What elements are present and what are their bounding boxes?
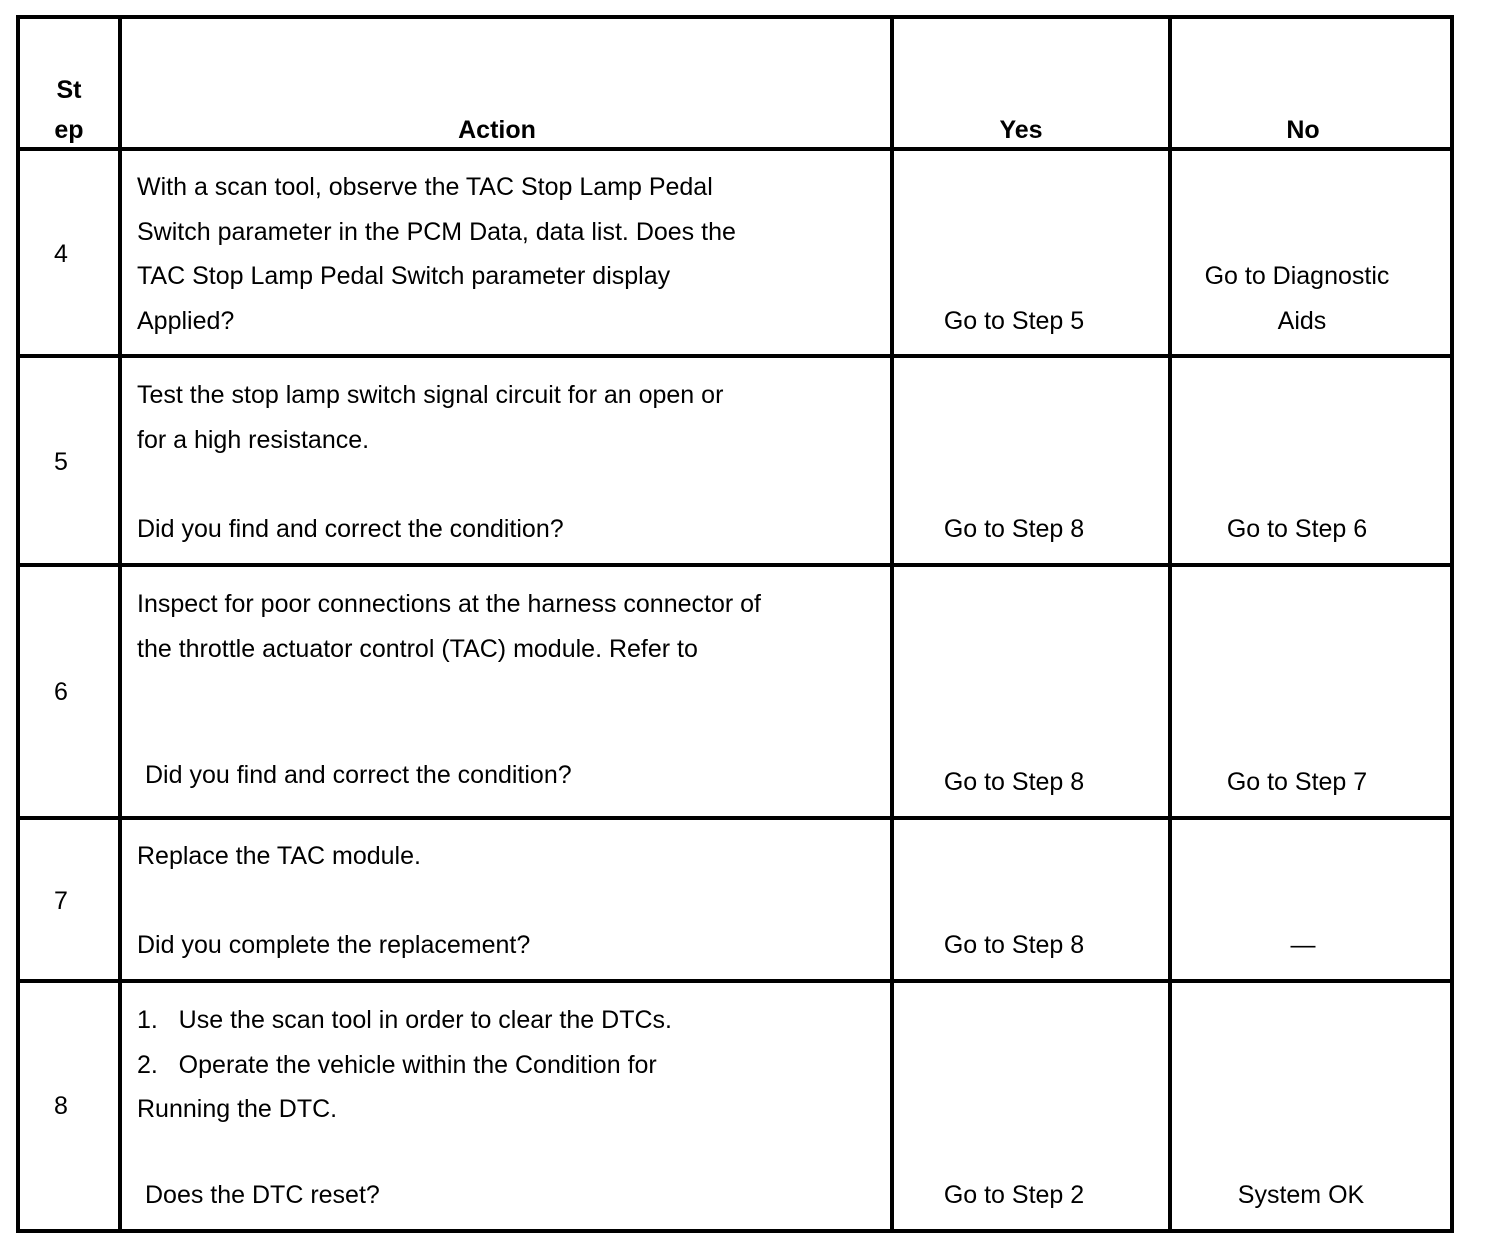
row-divider: [16, 354, 1454, 358]
step-number: 5: [54, 448, 68, 476]
yes-result: Go to Step 5: [943, 307, 1085, 335]
action-text: Did you find and correct the condition?: [145, 761, 572, 789]
table-border-right: [1450, 15, 1454, 1233]
no-result: Go to Step 7: [1226, 768, 1368, 796]
header-action: Action: [458, 116, 536, 144]
action-text: Inspect for poor connections at the harness connector of: [137, 590, 761, 618]
action-text: Applied?: [137, 307, 235, 335]
table-border-left: [16, 15, 20, 1233]
action-text: With a scan tool, observe the TAC Stop Lamp Pedal: [137, 173, 713, 201]
row-divider: [16, 816, 1454, 820]
no-result: Go to Step 6: [1226, 515, 1368, 543]
no-result: Go to Diagnostic: [1204, 262, 1390, 290]
yes-result: Go to Step 8: [943, 768, 1085, 796]
step-number: 7: [54, 887, 68, 915]
step-number: 8: [54, 1092, 68, 1120]
column-divider: [118, 15, 122, 1233]
table-border-top: [16, 15, 1454, 19]
table-border-bottom: [16, 1229, 1454, 1233]
step-number: 6: [54, 678, 68, 706]
action-text: Did you complete the replacement?: [137, 931, 531, 959]
action-text: 2. Operate the vehicle within the Condition for: [137, 1051, 657, 1079]
header-no: No: [1286, 116, 1320, 144]
action-text: Switch parameter in the PCM Data, data list. Does the: [137, 218, 736, 246]
action-text: Does the DTC reset?: [145, 1181, 380, 1209]
action-text: for a high resistance.: [137, 426, 370, 454]
yes-result: Go to Step 8: [943, 515, 1085, 543]
action-text: TAC Stop Lamp Pedal Switch parameter display: [137, 262, 671, 290]
column-divider: [890, 15, 894, 1233]
action-text: Test the stop lamp switch signal circuit for an open or: [137, 381, 724, 409]
header-step-line1: St: [56, 76, 82, 104]
header-yes: Yes: [999, 116, 1043, 144]
yes-result: Go to Step 8: [943, 931, 1085, 959]
action-text: the throttle actuator control (TAC) module. Refer to: [137, 635, 698, 663]
no-result: System OK: [1237, 1181, 1365, 1209]
column-divider: [1168, 15, 1172, 1233]
yes-result: Go to Step 2: [943, 1181, 1085, 1209]
no-result: Aids: [1277, 307, 1327, 335]
row-divider: [16, 563, 1454, 567]
no-result: —: [1290, 931, 1316, 959]
step-number: 4: [54, 240, 68, 268]
header-divider: [16, 147, 1454, 151]
action-text: 1. Use the scan tool in order to clear the DTCs.: [137, 1006, 672, 1034]
row-divider: [16, 979, 1454, 983]
header-step-line2: ep: [54, 116, 84, 144]
diagnostic-table: [16, 15, 1454, 1233]
action-text: Running the DTC.: [137, 1095, 338, 1123]
action-text: Did you find and correct the condition?: [137, 515, 564, 543]
action-text: Replace the TAC module.: [137, 842, 421, 870]
